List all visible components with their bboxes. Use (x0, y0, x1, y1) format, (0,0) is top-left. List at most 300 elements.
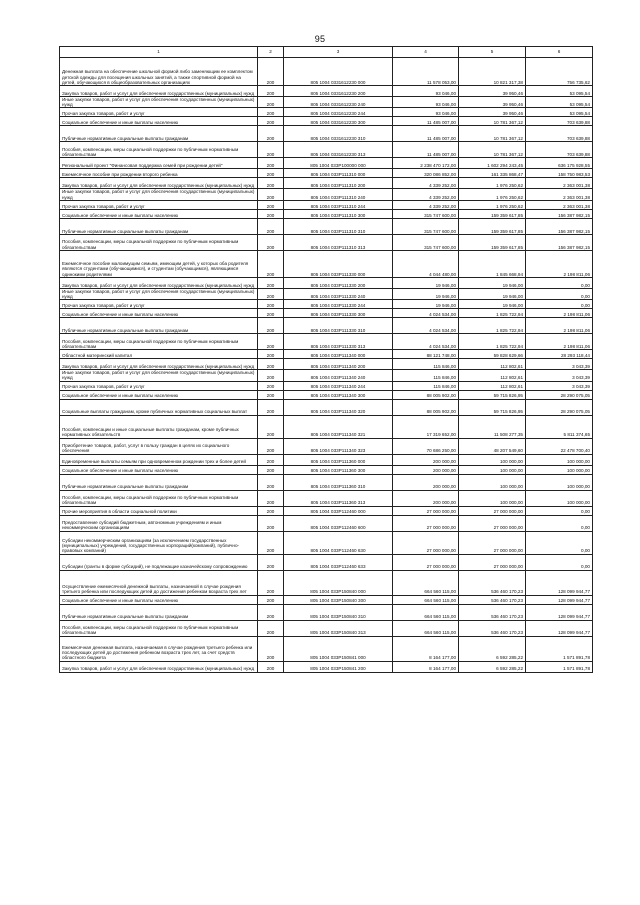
cell-plan: 4 024 534,00 (393, 318, 459, 334)
table-row (60, 390, 593, 399)
cell-kvr: 200 (258, 200, 284, 209)
table-row (60, 636, 593, 661)
cell-plan: 8 164 177,00 (393, 636, 459, 661)
cell-name: Иные закупки товаров, работ и услуг для обеспечения государственных (муниципальных) нужд (60, 97, 258, 108)
cell-kvr: 200 (258, 661, 284, 672)
cell-name: Приобретение товаров, работ, услуг в пользу граждан в целях их социального обеспечения (60, 438, 258, 454)
cell-kvr: 200 (258, 234, 284, 250)
cell-plan: 93 046,00 (393, 108, 459, 117)
cell-kvr: 200 (258, 318, 284, 334)
cell-kvr: 200 (258, 515, 284, 531)
cell-exec: 19 946,00 (459, 277, 526, 288)
cell-kvr: 200 (258, 97, 284, 108)
cell-rest: 156 387 982,15 (526, 218, 593, 234)
cell-name: Прочие мероприятия в области социальной политики (60, 506, 258, 515)
cell-rest: 128 099 944,77 (526, 620, 593, 636)
table-row (60, 438, 593, 454)
table-row (60, 506, 593, 515)
cell-code: 805 1004 033P111340 320 (284, 399, 393, 415)
cell-rest: 0,00 (526, 300, 593, 309)
cell-plan: 88 005 902,00 (393, 399, 459, 415)
cell-exec: 112 802,61 (459, 359, 526, 370)
table-row (60, 209, 593, 218)
cell-plan: 664 560 115,00 (393, 570, 459, 595)
cell-plan: 4 339 252,00 (393, 178, 459, 189)
cell-name: Ежемесячное пособие малоимущим семьям, имеющим детей, у которых оба родителя являются студентами (обучающимися), и студентам (обучающимся), являющимся одинокими родителями (60, 250, 258, 277)
cell-kvr: 200 (258, 604, 284, 620)
cell-exec: 10 781 367,12 (459, 117, 526, 126)
cell-name: Закупка товаров, работ и услуг для обеспечения государственных (муниципальных) нужд (60, 661, 258, 672)
cell-plan: 320 086 852,00 (393, 169, 459, 178)
cell-rest: 5 811 374,65 (526, 415, 593, 438)
cell-kvr: 200 (258, 636, 284, 661)
cell-name: Закупка товаров, работ и услуг для обеспечения государственных (муниципальных) нужд (60, 86, 258, 97)
cell-code: 805 1004 0331612230 000 (284, 58, 393, 86)
cell-exec: 1 825 722,94 (459, 309, 526, 318)
cell-rest: 53 095,54 (526, 108, 593, 117)
table-row (60, 86, 593, 97)
cell-kvr: 200 (258, 108, 284, 117)
cell-plan: 93 046,00 (393, 86, 459, 97)
table-row (60, 169, 593, 178)
cell-kvr: 200 (258, 438, 284, 454)
cell-kvr: 200 (258, 620, 284, 636)
table-row (60, 381, 593, 390)
cell-exec: 6 592 285,22 (459, 636, 526, 661)
table-row (60, 490, 593, 506)
cell-code: 805 1004 033P111310 240 (284, 189, 393, 200)
cell-rest: 53 095,54 (526, 86, 593, 97)
cell-plan: 70 686 250,00 (393, 438, 459, 454)
cell-exec: 27 000 000,00 (459, 506, 526, 515)
cell-name: Социальное обеспечение и иные выплаты населению (60, 309, 258, 318)
cell-plan: 11 485 007,00 (393, 117, 459, 126)
cell-code: 805 1004 033P111330 244 (284, 300, 393, 309)
cell-plan: 19 946,00 (393, 277, 459, 288)
cell-name: Социальное обеспечение и иные выплаты населению (60, 209, 258, 218)
cell-kvr: 200 (258, 218, 284, 234)
cell-plan: 27 000 000,00 (393, 506, 459, 515)
header-col-3: 3 (284, 47, 393, 58)
cell-plan: 11 485 007,00 (393, 142, 459, 158)
cell-kvr: 200 (258, 334, 284, 350)
cell-exec: 159 359 617,85 (459, 218, 526, 234)
cell-kvr: 200 (258, 359, 284, 370)
cell-kvr: 200 (258, 158, 284, 169)
cell-name: Закупка товаров, работ и услуг для обеспечения государственных (муниципальных) нужд (60, 178, 258, 189)
cell-exec: 48 207 549,60 (459, 438, 526, 454)
table-row (60, 300, 593, 309)
table-row (60, 108, 593, 117)
cell-kvr: 200 (258, 595, 284, 604)
cell-exec: 6 592 285,22 (459, 661, 526, 672)
cell-code: 805 1004 033P111330 310 (284, 318, 393, 334)
table-row (60, 277, 593, 288)
table-row (60, 531, 593, 554)
cell-kvr: 200 (258, 381, 284, 390)
table-row (60, 474, 593, 490)
cell-code: 805 1004 0331612230 313 (284, 142, 393, 158)
cell-plan: 19 946,00 (393, 288, 459, 299)
cell-code: 805 1004 033P150840 313 (284, 620, 393, 636)
cell-code: 805 1004 033P150840 300 (284, 595, 393, 604)
cell-name: Денежная выплата на обеспечение школьной формой либо заменяющим ее комплектом детской одежды для посещения школьных занятий, а также спортивной формой на детей, обучающихся в общеобразовательных организациях (60, 58, 258, 86)
cell-rest: 2 363 001,38 (526, 189, 593, 200)
cell-name: Областной материнский капитал (60, 350, 258, 359)
cell-plan: 27 000 000,00 (393, 554, 459, 570)
cell-code: 805 1004 033P111340 321 (284, 415, 393, 438)
cell-exec: 159 359 617,85 (459, 234, 526, 250)
cell-exec: 536 460 170,23 (459, 620, 526, 636)
cell-rest: 2 363 001,38 (526, 178, 593, 189)
cell-kvr: 200 (258, 570, 284, 595)
cell-rest: 0,00 (526, 506, 593, 515)
cell-rest: 0,00 (526, 277, 593, 288)
cell-name: Публичные нормативные социальные выплаты гражданам (60, 318, 258, 334)
cell-rest: 3 043,39 (526, 359, 593, 370)
cell-exec: 161 335 868,47 (459, 169, 526, 178)
cell-exec: 27 000 000,00 (459, 531, 526, 554)
cell-kvr: 200 (258, 58, 284, 86)
cell-plan: 115 846,00 (393, 381, 459, 390)
cell-code: 805 1004 033P112460 600 (284, 515, 393, 531)
cell-plan: 88 005 902,00 (393, 390, 459, 399)
cell-name: Социальное обеспечение и иные выплаты населению (60, 595, 258, 604)
cell-name: Пособия, компенсации, меры социальной поддержки по публичным нормативным обязательствам (60, 490, 258, 506)
cell-plan: 4 044 480,00 (393, 250, 459, 277)
table-row (60, 334, 593, 350)
cell-kvr: 200 (258, 454, 284, 465)
cell-name: Иные закупки товаров, работ и услуг для обеспечения государственных (муниципальных) нужд (60, 370, 258, 381)
cell-exec: 1 976 250,62 (459, 178, 526, 189)
cell-plan: 4 339 252,00 (393, 189, 459, 200)
cell-plan: 4 024 534,00 (393, 309, 459, 318)
cell-code: 805 1004 033P111310 200 (284, 178, 393, 189)
cell-exec: 59 828 629,66 (459, 350, 526, 359)
cell-kvr: 200 (258, 117, 284, 126)
cell-exec: 10 781 367,12 (459, 142, 526, 158)
page-number: 95 (314, 34, 326, 44)
cell-kvr: 200 (258, 142, 284, 158)
table-row (60, 142, 593, 158)
cell-rest: 0,00 (526, 515, 593, 531)
cell-rest: 2 198 811,06 (526, 250, 593, 277)
table-row (60, 189, 593, 200)
cell-plan: 115 846,00 (393, 359, 459, 370)
cell-exec: 19 946,00 (459, 288, 526, 299)
cell-name: Пособия, компенсации, меры социальной поддержки по публичным нормативным обязательствам (60, 234, 258, 250)
cell-code: 805 1004 033P150840 310 (284, 604, 393, 620)
cell-rest: 100 000,00 (526, 490, 593, 506)
table-row (60, 604, 593, 620)
cell-kvr: 200 (258, 300, 284, 309)
cell-plan: 93 046,00 (393, 97, 459, 108)
cell-exec: 10 821 317,38 (459, 58, 526, 86)
table-row (60, 595, 593, 604)
table-row (60, 200, 593, 209)
header-col-2: 2 (258, 47, 284, 58)
cell-rest: 0,00 (526, 288, 593, 299)
cell-plan: 11 578 053,00 (393, 58, 459, 86)
table-row (60, 218, 593, 234)
cell-kvr: 200 (258, 309, 284, 318)
cell-code: 805 1004 033P150840 000 (284, 570, 393, 595)
cell-name: Закупка товаров, работ и услуг для обеспечения государственных (муниципальных) нужд (60, 359, 258, 370)
cell-plan: 17 319 652,00 (393, 415, 459, 438)
cell-kvr: 200 (258, 554, 284, 570)
cell-name: Субсидии (гранты в форме субсидий), не подлежащие казначейскому сопровождению (60, 554, 258, 570)
table-body (60, 58, 593, 673)
cell-plan: 11 485 007,00 (393, 126, 459, 142)
cell-kvr: 200 (258, 490, 284, 506)
cell-name: Пособия, компенсации и иные социальные выплаты гражданам, кроме публичных нормативных обязательств (60, 415, 258, 438)
cell-exec: 536 460 170,23 (459, 604, 526, 620)
cell-name: Пособия, компенсации, меры социальной поддержки по публичным нормативным обязательствам (60, 142, 258, 158)
cell-code: 805 1004 033P111340 240 (284, 370, 393, 381)
cell-name: Публичные нормативные социальные выплаты гражданам (60, 604, 258, 620)
cell-code: 805 1004 033P111340 200 (284, 359, 393, 370)
cell-plan: 27 000 000,00 (393, 531, 459, 554)
cell-name: Прочая закупка товаров, работ и услуг (60, 200, 258, 209)
cell-name: Субсидии некоммерческим организациям (за исключением государственных (муниципальных) учреждений, государственных корпораций(компаний), публично-правовых компаний) (60, 531, 258, 554)
cell-exec: 100 000,00 (459, 465, 526, 474)
cell-rest: 3 043,39 (526, 370, 593, 381)
cell-kvr: 200 (258, 370, 284, 381)
cell-rest: 128 099 944,77 (526, 595, 593, 604)
cell-rest: 128 099 944,77 (526, 604, 593, 620)
table-row (60, 350, 593, 359)
cell-code: 805 1004 033P111360 313 (284, 490, 393, 506)
cell-exec: 536 460 170,23 (459, 570, 526, 595)
cell-exec: 10 781 367,12 (459, 126, 526, 142)
cell-exec: 59 715 826,95 (459, 399, 526, 415)
cell-plan: 4 024 534,00 (393, 334, 459, 350)
cell-rest: 756 735,62 (526, 58, 593, 86)
table-row (60, 399, 593, 415)
cell-code: 805 1004 033P111360 300 (284, 465, 393, 474)
table-row (60, 318, 593, 334)
table-row (60, 465, 593, 474)
cell-code: 805 1004 033P111340 300 (284, 390, 393, 399)
cell-rest: 28 290 075,05 (526, 399, 593, 415)
cell-exec: 100 000,00 (459, 490, 526, 506)
table-row (60, 309, 593, 318)
cell-exec: 27 000 000,00 (459, 515, 526, 531)
cell-rest: 0,00 (526, 554, 593, 570)
cell-code: 805 1004 033P111330 000 (284, 250, 393, 277)
cell-kvr: 200 (258, 250, 284, 277)
cell-name: Публичные нормативные социальные выплаты гражданам (60, 218, 258, 234)
cell-exec: 59 715 826,95 (459, 390, 526, 399)
cell-name: Социальное обеспечение и иные выплаты населению (60, 117, 258, 126)
cell-code: 805 1004 033P111360 000 (284, 454, 393, 465)
cell-rest: 1 571 891,78 (526, 636, 593, 661)
cell-name: Иные закупки товаров, работ и услуг для обеспечения государственных (муниципальных) нужд (60, 189, 258, 200)
cell-code: 805 1004 033P111310 310 (284, 218, 393, 234)
table-row (60, 620, 593, 636)
cell-kvr: 200 (258, 126, 284, 142)
cell-kvr: 200 (258, 474, 284, 490)
table-row (60, 158, 593, 169)
cell-exec: 1 825 722,94 (459, 318, 526, 334)
report-table (59, 46, 593, 673)
cell-exec: 1 976 250,62 (459, 189, 526, 200)
cell-rest: 22 478 700,40 (526, 438, 593, 454)
cell-exec: 1 976 250,62 (459, 200, 526, 209)
cell-rest: 28 290 075,05 (526, 390, 593, 399)
table-row (60, 661, 593, 672)
cell-exec: 100 000,00 (459, 474, 526, 490)
cell-kvr: 200 (258, 209, 284, 218)
cell-exec: 27 000 000,00 (459, 554, 526, 570)
cell-code: 805 1004 033P111360 310 (284, 474, 393, 490)
cell-rest: 703 639,88 (526, 142, 593, 158)
cell-rest: 100 000,00 (526, 454, 593, 465)
cell-plan: 4 339 252,00 (393, 200, 459, 209)
cell-rest: 2 198 811,06 (526, 318, 593, 334)
cell-rest: 703 639,88 (526, 126, 593, 142)
cell-rest: 703 639,88 (526, 117, 593, 126)
cell-code: 805 1004 0331612230 200 (284, 86, 393, 97)
table-header-row (60, 47, 593, 58)
cell-name: Закупка товаров, работ и услуг для обеспечения государственных (муниципальных) нужд (60, 277, 258, 288)
cell-exec: 112 802,61 (459, 370, 526, 381)
cell-code: 805 1004 033P111310 244 (284, 200, 393, 209)
cell-code: 805 1004 033P111340 244 (284, 381, 393, 390)
cell-kvr: 200 (258, 288, 284, 299)
cell-plan: 88 121 748,00 (393, 350, 459, 359)
cell-kvr: 200 (258, 86, 284, 97)
cell-rest: 158 750 983,53 (526, 169, 593, 178)
table-row (60, 126, 593, 142)
cell-kvr: 200 (258, 169, 284, 178)
cell-plan: 115 846,00 (393, 370, 459, 381)
cell-name: Иные закупки товаров, работ и услуг для обеспечения государственных (муниципальных) нужд (60, 288, 258, 299)
table-row (60, 515, 593, 531)
cell-exec: 100 000,00 (459, 454, 526, 465)
cell-plan: 315 747 600,00 (393, 209, 459, 218)
cell-rest: 2 363 001,38 (526, 200, 593, 209)
cell-name: Прочая закупка товаров, работ и услуг (60, 300, 258, 309)
cell-code: 805 1004 033P150841 000 (284, 636, 393, 661)
cell-code: 805 1004 033P111310 313 (284, 234, 393, 250)
cell-rest: 53 095,54 (526, 97, 593, 108)
cell-exec: 1 845 668,94 (459, 250, 526, 277)
cell-kvr: 200 (258, 178, 284, 189)
cell-kvr: 200 (258, 350, 284, 359)
cell-name: Региональный проект "Финансовая поддержка семей при рождении детей" (60, 158, 258, 169)
cell-code: 805 1004 033P112460 633 (284, 554, 393, 570)
cell-name: Ежемесячное пособие при рождении второго ребенка (60, 169, 258, 178)
cell-kvr: 200 (258, 277, 284, 288)
table-row (60, 97, 593, 108)
header-col-1: 1 (60, 47, 258, 58)
cell-plan: 315 747 600,00 (393, 234, 459, 250)
cell-name: Публичные нормативные социальные выплаты гражданам (60, 126, 258, 142)
cell-kvr: 200 (258, 465, 284, 474)
cell-name: Прочая закупка товаров, работ и услуг (60, 381, 258, 390)
cell-name: Ежемесячная денежная выплата, назначаемая в случае рождения третьего ребенка или последующих детей до достижения ребенком возраста трех лет, за счет средств областного бюджета (60, 636, 258, 661)
cell-plan: 200 000,00 (393, 490, 459, 506)
cell-kvr: 200 (258, 390, 284, 399)
cell-code: 805 1004 0331612230 310 (284, 126, 393, 142)
cell-code: 805 1004 0331612230 240 (284, 97, 393, 108)
cell-plan: 27 000 000,00 (393, 515, 459, 531)
cell-code: 805 1004 033P111330 240 (284, 288, 393, 299)
cell-exec: 159 359 617,85 (459, 209, 526, 218)
cell-plan: 664 560 115,00 (393, 620, 459, 636)
cell-exec: 536 460 170,23 (459, 595, 526, 604)
cell-name: Пособия, компенсации, меры социальной поддержки по публичным нормативным обязательствам (60, 620, 258, 636)
header-col-6: 6 (526, 47, 593, 58)
cell-name: Предоставление субсидий бюджетным, автономным учреждениям и иным некоммерческим организациям (60, 515, 258, 531)
cell-exec: 112 802,61 (459, 381, 526, 390)
report-table-container (59, 46, 592, 673)
cell-plan: 315 747 600,00 (393, 218, 459, 234)
cell-plan: 200 000,00 (393, 465, 459, 474)
table-row (60, 117, 593, 126)
cell-exec: 19 946,00 (459, 300, 526, 309)
cell-plan: 2 238 470 172,00 (393, 158, 459, 169)
table-row (60, 288, 593, 299)
cell-code: 805 1004 033P100000 000 (284, 158, 393, 169)
cell-code: 805 1004 033P111310 300 (284, 209, 393, 218)
cell-exec: 1 825 722,94 (459, 334, 526, 350)
table-row (60, 234, 593, 250)
table-row (60, 415, 593, 438)
cell-rest: 100 000,00 (526, 474, 593, 490)
cell-plan: 200 000,00 (393, 474, 459, 490)
table-row (60, 454, 593, 465)
cell-rest: 0,00 (526, 531, 593, 554)
table-row (60, 359, 593, 370)
cell-code: 805 1004 0331612230 244 (284, 108, 393, 117)
table-row (60, 554, 593, 570)
cell-name: Осуществление ежемесячной денежной выплаты, назначаемой в случае рождения третьего ребенка или последующих детей до достижения ребенком возраста трех лет (60, 570, 258, 595)
cell-plan: 19 946,00 (393, 300, 459, 309)
cell-name: Пособия, компенсации, меры социальной поддержки по публичным нормативным обязательствам (60, 334, 258, 350)
cell-kvr: 200 (258, 415, 284, 438)
cell-exec: 39 950,46 (459, 97, 526, 108)
cell-code: 805 1004 033P111340 323 (284, 438, 393, 454)
cell-rest: 28 293 118,44 (526, 350, 593, 359)
cell-code: 805 1004 033P150841 200 (284, 661, 393, 672)
cell-code: 805 1004 033P111330 313 (284, 334, 393, 350)
cell-code: 805 1004 033P111330 300 (284, 309, 393, 318)
cell-plan: 664 560 115,00 (393, 595, 459, 604)
cell-rest: 100 000,00 (526, 465, 593, 474)
cell-code: 805 1004 033P111310 000 (284, 169, 393, 178)
cell-code: 805 1004 0331612230 300 (284, 117, 393, 126)
cell-exec: 39 950,46 (459, 86, 526, 97)
cell-rest: 2 198 811,06 (526, 334, 593, 350)
cell-code: 805 1004 033P112460 000 (284, 506, 393, 515)
cell-name: Социальное обеспечение и иные выплаты населению (60, 390, 258, 399)
cell-exec: 39 950,46 (459, 108, 526, 117)
cell-rest: 156 387 982,15 (526, 209, 593, 218)
cell-code: 805 1004 033P111340 000 (284, 350, 393, 359)
cell-name: Единовременные выплаты семьям при одновременном рождении трех и более детей (60, 454, 258, 465)
table-row (60, 250, 593, 277)
cell-plan: 200 000,00 (393, 454, 459, 465)
table-row (60, 370, 593, 381)
table-row (60, 58, 593, 86)
table-row (60, 178, 593, 189)
cell-rest: 3 043,39 (526, 381, 593, 390)
cell-exec: 11 508 277,35 (459, 415, 526, 438)
cell-rest: 1 571 891,78 (526, 661, 593, 672)
cell-name: Прочая закупка товаров, работ и услуг (60, 108, 258, 117)
